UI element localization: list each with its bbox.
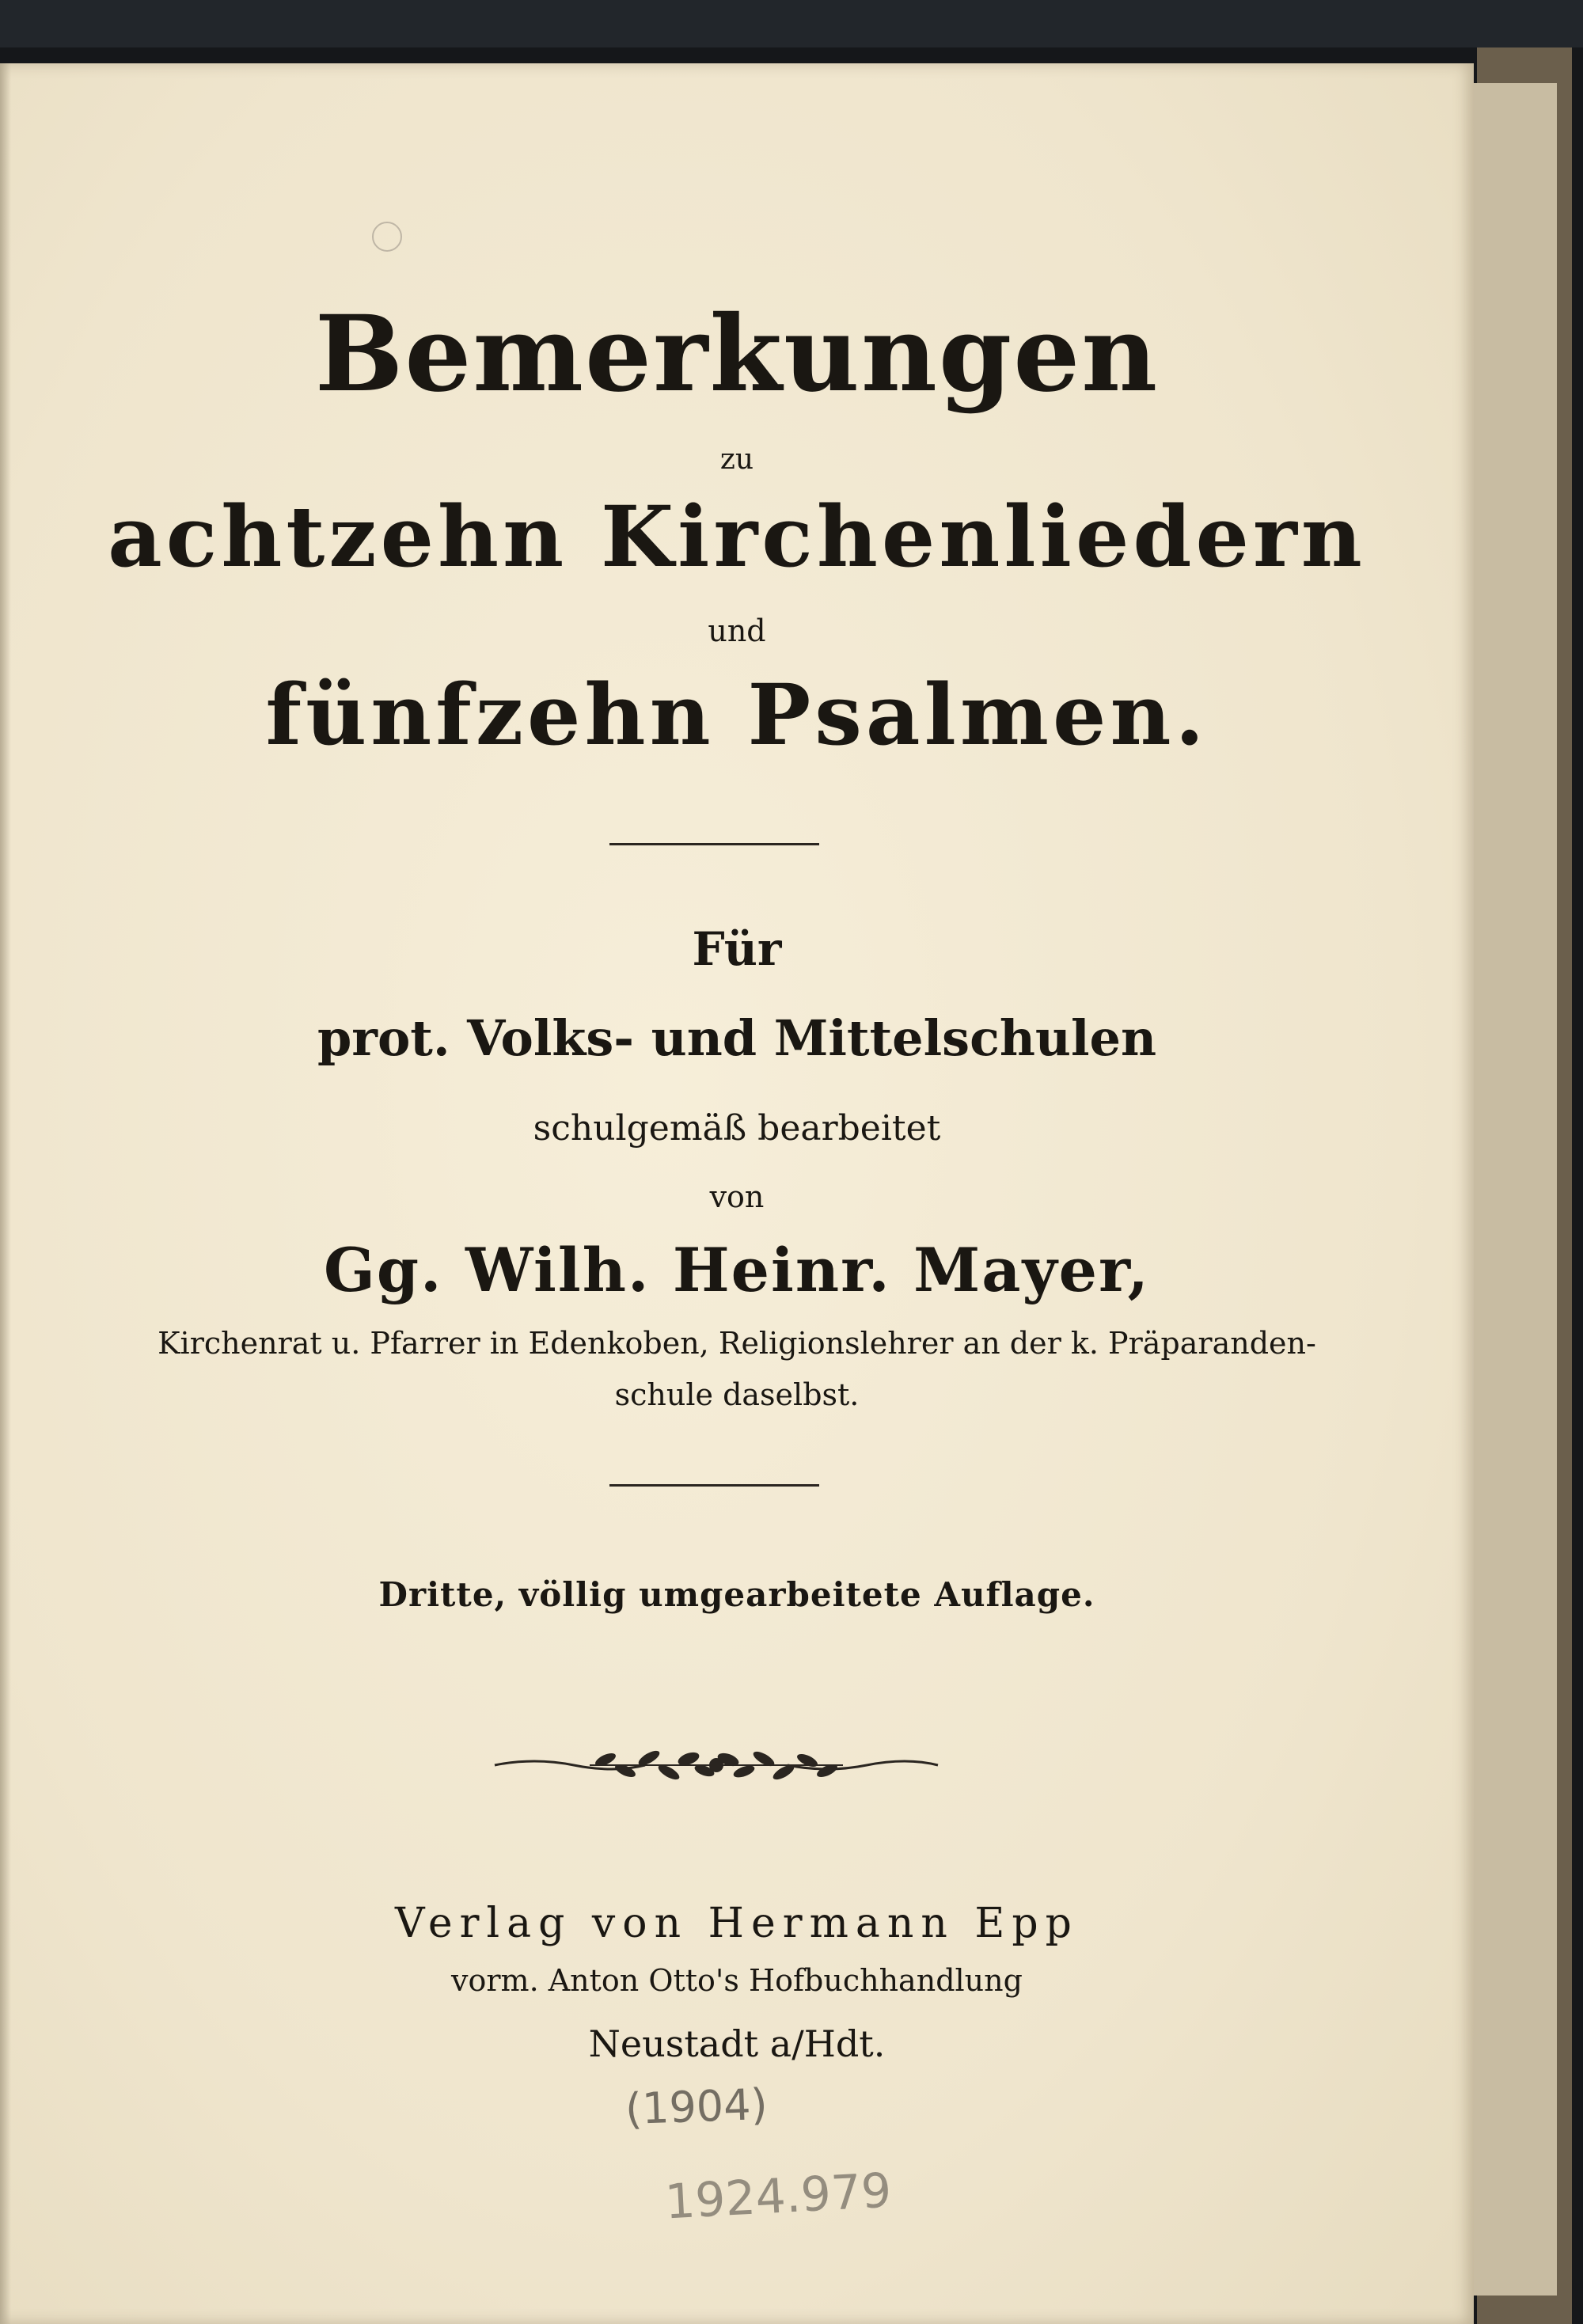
title-connector-und: und xyxy=(708,613,766,648)
author-by: von xyxy=(709,1179,765,1214)
edition-statement: Dritte, völlig umgearbeitete Auflage. xyxy=(378,1575,1095,1614)
handwritten-year: (1904) xyxy=(624,2079,769,2135)
author-name: Gg. Wilh. Heinr. Mayer, xyxy=(323,1235,1151,1305)
audience-for: Für xyxy=(692,922,782,976)
handwritten-shelf-mark: 1924.979 xyxy=(663,2163,893,2231)
divider-rule-top xyxy=(609,843,819,845)
title-line-2: achtzehn Kirchenliedern xyxy=(108,487,1366,586)
title-connector-zu: zu xyxy=(719,443,754,476)
publication-city: Neustadt a/Hdt. xyxy=(588,2022,886,2065)
publisher: Verlag von Hermann Epp xyxy=(395,1900,1079,1947)
author-title-line-2: schule daselbst. xyxy=(614,1377,860,1412)
pencil-circle-mark xyxy=(372,222,402,252)
divider-rule-bottom xyxy=(609,1484,819,1487)
author-title-line-1: Kirchenrat u. Pfarrer in Edenkoben, Religionslehrer an der k. Präparanden- xyxy=(158,1326,1316,1361)
publisher-former-name: vorm. Anton Otto's Hofbuchhandlung xyxy=(451,1963,1023,1998)
title-line-1: Bemerkungen xyxy=(314,293,1160,416)
floral-ornament-divider xyxy=(487,1737,946,1793)
audience: prot. Volks- und Mittelschulen xyxy=(317,1009,1157,1067)
title-line-3: fünfzehn Psalmen. xyxy=(265,665,1209,764)
book-cover-top xyxy=(0,0,1583,47)
following-page-edge xyxy=(1472,83,1557,2296)
edited-note: schulgemäß bearbeitet xyxy=(533,1108,941,1149)
